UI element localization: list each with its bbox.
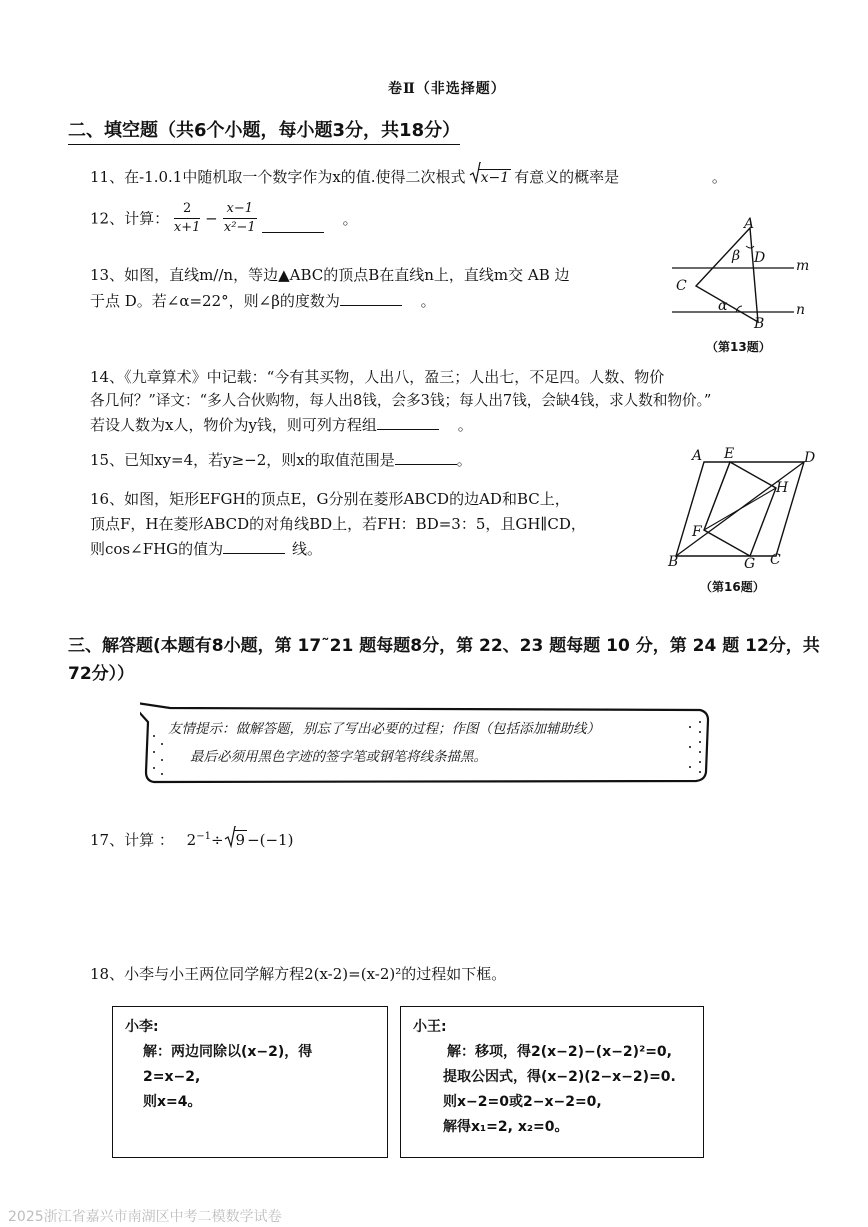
- fig16-label-E: E: [724, 446, 735, 462]
- q13-line2: 于点 D。若∠α=22°，则∠β的度数为: [90, 292, 340, 310]
- fig16-label-G: G: [744, 556, 756, 572]
- fig16-label-F: F: [692, 524, 702, 540]
- xiaowang-name: 小王:: [413, 1019, 447, 1035]
- q15-end: 。: [456, 451, 472, 469]
- q14-line3-row: [90, 414, 711, 436]
- q16-line3: 则cos∠FHG的值为: [90, 540, 224, 558]
- figure-13: [670, 214, 820, 354]
- q13-end: 。: [420, 292, 436, 310]
- footer-watermark: 2025浙江省嘉兴市南湖区中考二模数学试卷: [8, 1209, 282, 1225]
- q11-suffix: 有意义的概率是: [514, 168, 620, 186]
- q16-line3-row: [90, 538, 586, 560]
- radical-sign-icon: [469, 162, 481, 184]
- q11-prefix: 11、在-1.0.1中随机取一个数字作为x的值.使得二次根式: [90, 168, 466, 186]
- fig16-label-C: C: [770, 552, 781, 568]
- q12-prefix: 12、计算：: [90, 209, 170, 228]
- fig13-caption: （第13题）: [706, 340, 771, 354]
- question-14: [90, 366, 711, 436]
- q14-end: 。: [457, 416, 473, 434]
- q16-answer-blank[interactable]: [223, 539, 285, 554]
- question-11: [90, 166, 727, 189]
- fig13-label-B: B: [754, 316, 765, 332]
- q12-answer-blank[interactable]: [262, 218, 324, 233]
- q17-exp: −1: [196, 831, 211, 842]
- question-17: [90, 826, 293, 851]
- xiaowang-solution-box: [400, 1006, 704, 1158]
- xiaowang-line1: 解：移项，得2(x−2)−(x−2)²=0,: [447, 1044, 672, 1060]
- fig13-label-D: D: [754, 250, 766, 266]
- q13-answer-blank[interactable]: [340, 291, 402, 306]
- part-title: 卷Ⅱ（非选择题）: [388, 81, 506, 97]
- q12-frac1-num: 2: [174, 200, 201, 219]
- radical-sign-icon: [224, 826, 236, 848]
- tip-line1: 友情提示：做解答题，别忘了写出必要的过程；作图（包括添加辅助线）: [168, 721, 600, 737]
- fig16-label-B: B: [668, 554, 679, 570]
- q15-text: 15、已知xy=4，若y≥−2，则x的取值范围是: [90, 451, 395, 469]
- xiaowang-line3: 则x−2=0或2−x−2=0,: [443, 1094, 602, 1110]
- question-12: [90, 200, 358, 237]
- q15-answer-blank[interactable]: [395, 450, 457, 465]
- xiaoli-line1: 解：两边同除以(x−2)，得: [143, 1044, 313, 1060]
- q16-line2: 顶点F，H在菱形ABCD的对角线BD上，若FH：BD=3：5，且GH∥CD，: [90, 515, 586, 533]
- question-16: [90, 488, 586, 560]
- q17-sqrt: [224, 829, 248, 851]
- q17-radicand: 9: [235, 831, 246, 849]
- xiaowang-line4: 解得x₁=2, x₂=0。: [443, 1119, 569, 1135]
- fig13-label-alpha: α: [718, 298, 728, 314]
- section2-title: 二、填空题（共6个小题，每小题3分，共18分）: [68, 116, 460, 145]
- xiaoli-solution-box: [112, 1006, 388, 1158]
- fig13-label-C: C: [676, 278, 687, 294]
- fig16-label-A: A: [692, 448, 703, 464]
- question-13: [90, 264, 570, 312]
- q17-expression: [187, 831, 294, 849]
- q16-end: 线。: [291, 540, 322, 558]
- q12-fraction-2: [223, 200, 258, 237]
- q12-fraction-1: [174, 200, 201, 237]
- tip-bubble: [140, 700, 712, 782]
- q14-line1: 14、《九章算术》中记载：“今有其买物，人出八，盈三；人出七，不足四。人数、物价: [90, 368, 665, 386]
- fig13-label-m: m: [796, 258, 810, 274]
- sqrt-expression: [469, 166, 512, 189]
- q14-line2: 各几何？”译文：“多人合伙购物，每人出8钱，会多3钱；每人出7钱，会缺4钱，求人数和物价。”: [90, 392, 712, 409]
- q12-end: 。: [342, 209, 358, 228]
- q12-frac1-den: x+1: [173, 220, 201, 235]
- q16-line1: 16、如图，矩形EFGH的顶点E，G分别在菱形ABCD的边AD和BC上，: [90, 490, 570, 508]
- q17-base: 2: [186, 831, 197, 849]
- q11-end: 。: [711, 168, 727, 186]
- q11-radicand: x−1: [480, 170, 510, 186]
- fig13-label-A: A: [744, 216, 755, 232]
- q13-line2-row: [90, 290, 570, 312]
- q14-answer-blank[interactable]: [377, 415, 439, 430]
- q12-minus: −: [205, 209, 218, 228]
- q14-line3: 若设人数为x人，物价为y钱，则可列方程组: [90, 416, 377, 434]
- question-18: 18、小李与小王两位同学解方程2(x-2)=(x-2)²的过程如下框。: [90, 965, 507, 983]
- q17-div: ÷: [210, 831, 224, 849]
- fig16-caption: （第16题）: [700, 580, 765, 594]
- question-15: [90, 449, 472, 471]
- fig16-label-H: H: [776, 480, 789, 496]
- q17-prefix: 17、计算 ：: [90, 831, 174, 849]
- xiaoli-line2: 2=x−2,: [143, 1069, 201, 1085]
- q12-frac2-num: x−1: [223, 200, 258, 219]
- q17-tail: −(−1): [247, 831, 294, 849]
- section3-title: 三、解答题(本题有8小题，第 17˜21 题每题8分，第 22、23 题每题 10 分，第 24 题 12分，共72分））: [68, 636, 820, 684]
- q13-line1: 13、如图，直线m//n，等边▲ABC的顶点B在直线n上，直线m交 AB 边: [90, 266, 570, 284]
- fig13-label-n: n: [796, 302, 806, 318]
- figure-16: [664, 444, 828, 596]
- xiaoli-line3: 则x=4。: [143, 1094, 202, 1110]
- xiaowang-line2: 提取公因式，得(x−2)(2−x−2)=0.: [443, 1069, 676, 1085]
- tip-line2: 最后必须用黑色字迹的签字笔或钢笔将线条描黑。: [190, 749, 487, 765]
- fig13-label-beta: β: [732, 248, 741, 264]
- q12-frac2-den: x²−1: [223, 220, 256, 235]
- xiaoli-name: 小李:: [125, 1019, 159, 1035]
- fig16-label-D: D: [804, 450, 816, 466]
